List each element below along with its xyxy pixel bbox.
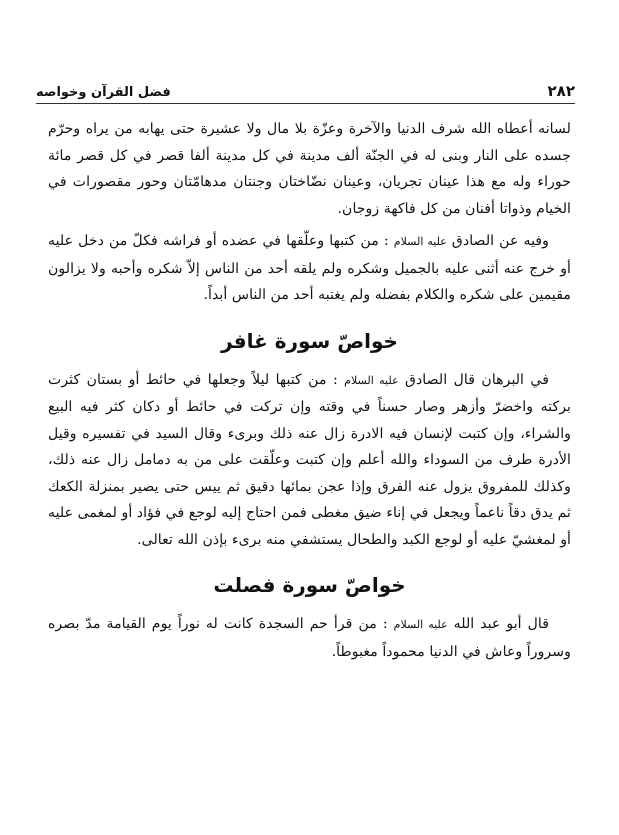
paragraph-fussilat: [48, 611, 571, 665]
book-title: فضل القرآن وخواصه: [36, 85, 171, 100]
honorific-mark: عليه السلام: [344, 373, 399, 387]
narration-intro: في البرهان قال الصادق: [404, 371, 550, 388]
narration-text: : من قرأ حم السجدة كانت له نوراً يوم القيامة مدّ بصره وسروراً وعاش في الدنيا محموداً مغبوطاً.: [48, 616, 571, 660]
section-heading-fussilat: خواصّ سورة فصلت: [213, 573, 406, 597]
narration-text: : من كتبها ليلاً وجعلها في حائط أو بستان كثرت بركته واخضرّ وأزهر وصار حسناً في وقته وإن تركت في حائط أو دكان كثر فيه البيع والشراء، وإن كتبت لإنسان فيه الادرة زال عنه ذلك وبرىء وقال السيد في تفسيره وقيل الأدرة طرف من السوداء والله أعلم وإن كتبت وعلّقت على من به دمامل زال عنه ذلك، وكذلك للمفروق يزول عنه الفرق وإذا عجن بمائها دقيق ثم ييس حتى يصير بمنزلة الكعك ثم يدق دقاً ناعماً ويجعل في إناء ضيق مغطى فمن احتاج إليه لوجع في فؤاد أو لمغمى عليه أو لمغشيّ عليه أو لوجع الكبد والطحال يستشفي منه برىء بإذن الله تعالى.: [48, 371, 571, 548]
paragraph-ghafir: [48, 367, 571, 554]
running-header: [36, 78, 575, 104]
page-content: [48, 116, 571, 665]
narration-text: : من كتبها وعلّقها في عضده أو فراشه فكلّ من دخل عليه أو خرج عنه أثنى عليه بالجميل وشكره ولم يلقه أحد من الناس إلاّ شكره وأحبه ولا يزالون مقيمين على شكره والكلام بفضله ولم يغتبه أحد من الناس أبداً.: [48, 233, 571, 303]
honorific-mark: عليه السلام: [393, 235, 447, 248]
paragraph-sadiq-narration: [48, 228, 571, 309]
page-number: ٢٨٢: [547, 82, 575, 100]
narration-intro: وفيه عن الصادق: [451, 233, 550, 249]
narration-intro: قال أبو عبد الله: [453, 616, 550, 632]
paragraph-virtues: لسانه أعطاه الله شرف الدنيا والآخرة وعزّة بلا مال ولا عشيرة حتى يهابه من يراه وحرّم جسده على النار وبنى له في الجنّة ألف مدينة في كل مدينة ألفا قصر في كل قصر مائة حوراء وله مع هذا عينان تجريان، وعينان نضّاختان وجنتان مدهامّتان وحور مقصورات في الخيام وذواتا أفنان من كل فاكهة زوجان.: [48, 121, 571, 217]
honorific-mark: عليه السلام: [393, 618, 448, 631]
section-heading-ghafir: خواصّ سورة غافر: [221, 328, 398, 353]
